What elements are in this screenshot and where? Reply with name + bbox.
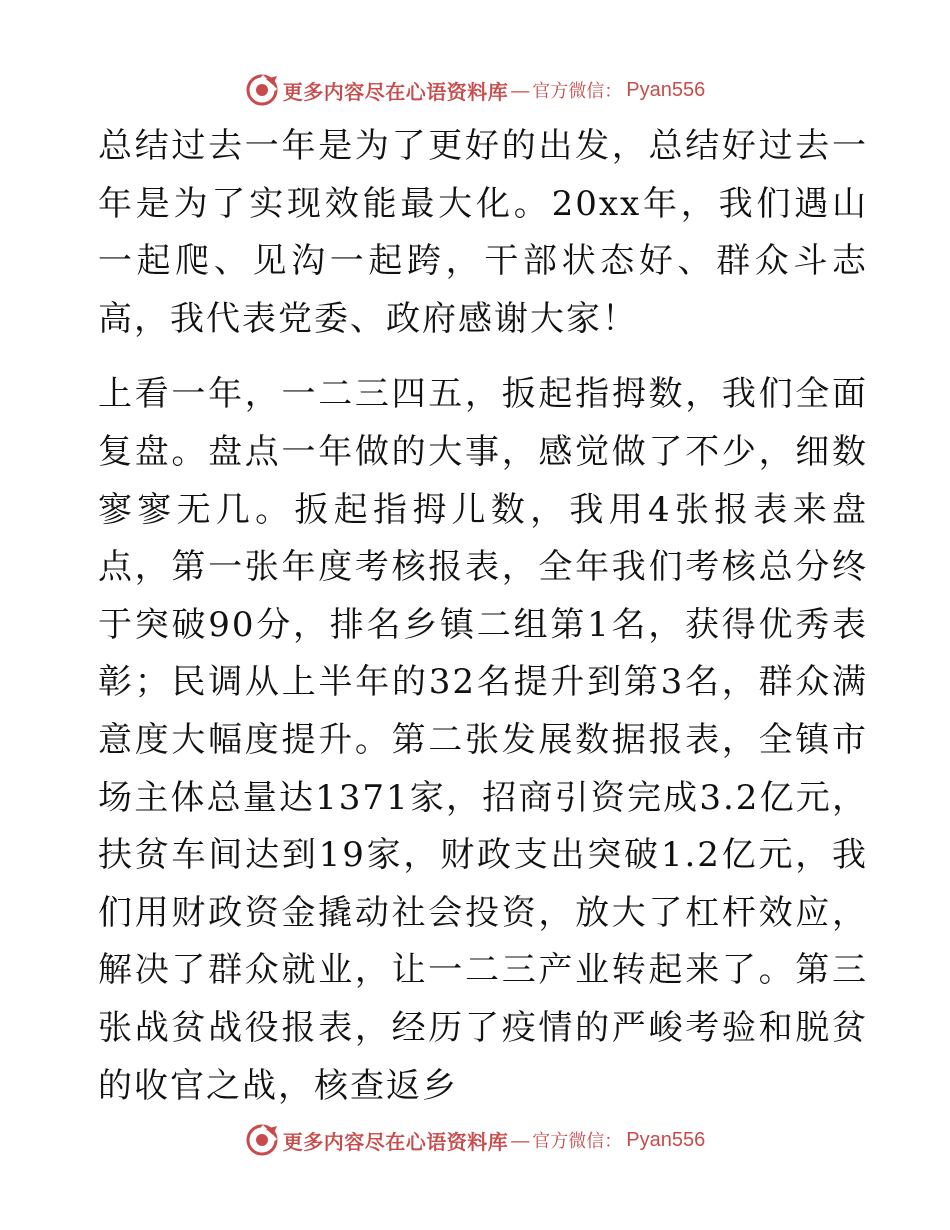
watermark-site-text: 更多内容尽在心语资料库 (282, 79, 509, 104)
document-body (98, 118, 868, 1115)
header-watermark (0, 70, 950, 110)
watermark-official-label: 官方微信： (532, 81, 623, 102)
watermark-separator: — (510, 78, 531, 102)
watermark-account-id: Pyan556 (626, 1128, 706, 1151)
logo-icon (245, 1123, 279, 1157)
logo-icon (245, 73, 279, 107)
watermark-separator: — (510, 1128, 531, 1152)
paragraph: 总结过去一年是为了更好的出发，总结好过去一年是为了实现效能最大化。20xx年，我们遇山一起爬、见沟一起跨，干部状态好、群众斗志高，我代表党委、政府感谢大家！ (98, 126, 868, 339)
paragraph: 上看一年，一二三四五，扳起指拇数，我们全面复盘。盘点一年做的大事，感觉做了不少，细数寥寥无几。扳起指拇儿数，我用4张报表来盘点，第一张年度考核报表，全年我们考核总分终于突破90分，排名乡镇二组第1名，获得优秀表彰；民调从上半年的32名提升到第3名，群众满意度大幅度提升。第二张发展数据报表，全镇市场主体总量达1371家，招商引资完成3.2亿元，扶贫车间达到19家，财政支出突破1.2亿元，我们用财政资金撬动社会投资，放大了杠杆效应，解决了群众就业，让一二三产业转起来了。第三张战贫战役报表，经历了疫情的严峻考验和脱贫的收官之战，核查返乡 (98, 374, 868, 1106)
watermark-account-id: Pyan556 (626, 78, 706, 101)
watermark-official-label: 官方微信： (532, 1131, 623, 1152)
footer-watermark (0, 1120, 950, 1160)
watermark-site-text: 更多内容尽在心语资料库 (282, 1129, 509, 1154)
